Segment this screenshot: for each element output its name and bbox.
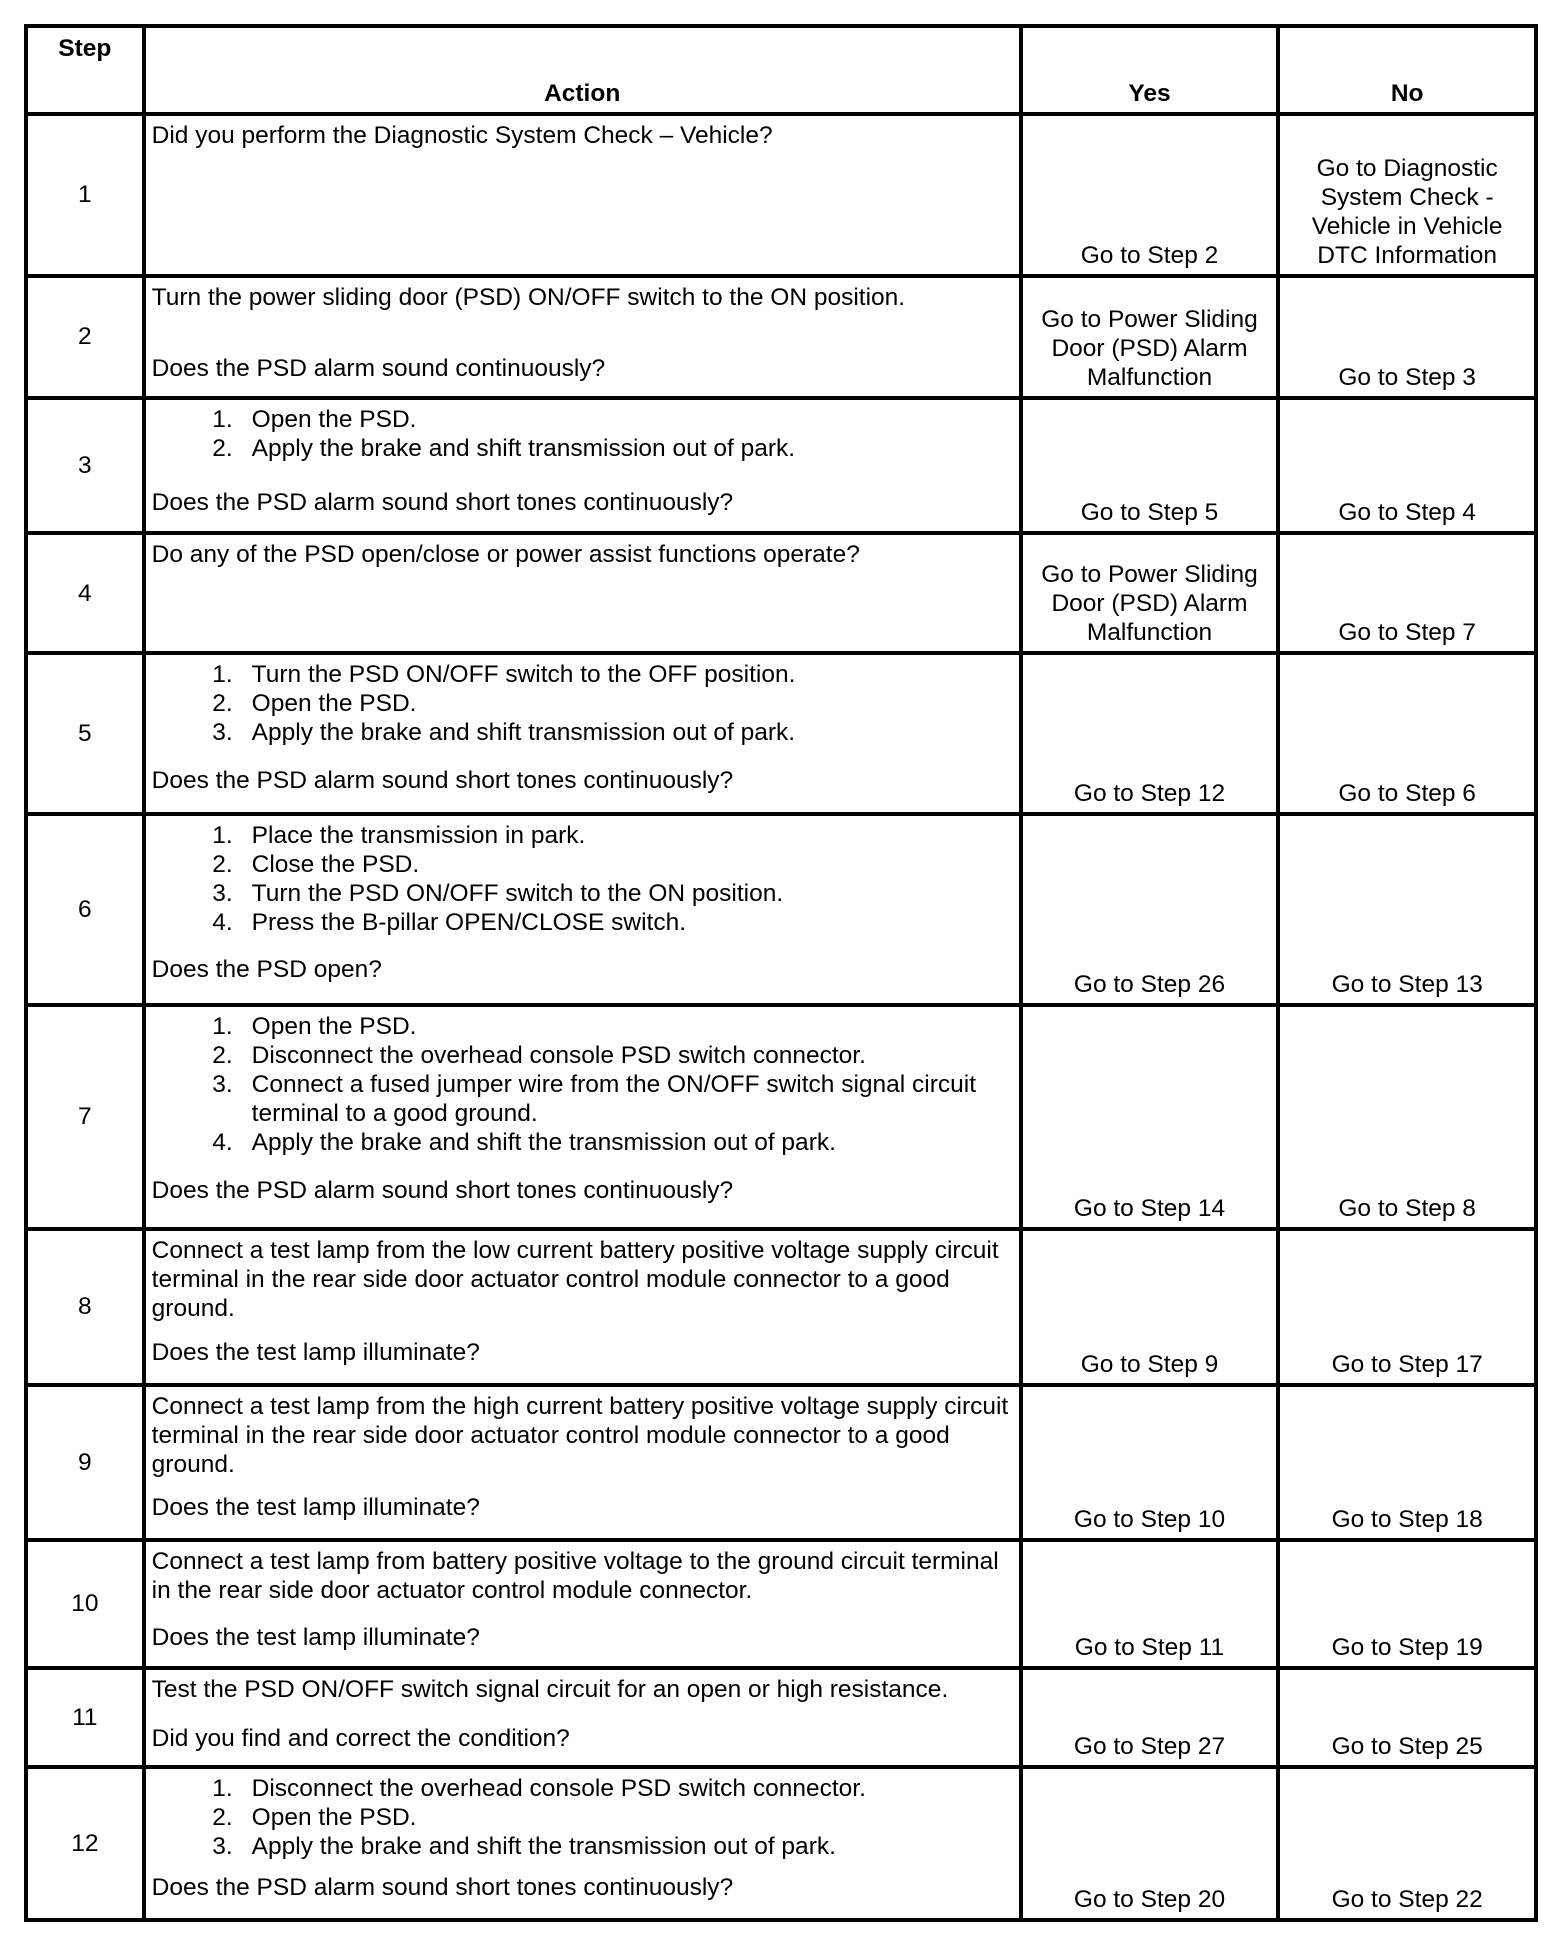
list-item-number: 3. (212, 1832, 233, 1860)
step-number: 1 (26, 114, 144, 276)
yes-result: Go to Step 11 (1021, 1540, 1279, 1668)
action-content (152, 821, 1011, 984)
action-text: Connect a test lamp from the high current battery positive voltage supply circuit terminal in the rear side door actuator control module connector to a good ground. (151, 1392, 1009, 1478)
action-cell (144, 1005, 1021, 1229)
action-content (152, 540, 1011, 638)
action-question: Does the PSD alarm sound short tones continuously? (151, 488, 734, 516)
action-question: Does the PSD open? (151, 955, 382, 983)
diagnostic-table (24, 24, 1538, 1922)
action-cell (144, 1385, 1021, 1540)
list-item-text: Turn the PSD ON/OFF switch to the OFF position. (251, 661, 796, 689)
table-row (26, 1005, 1536, 1229)
action-cell (144, 276, 1021, 398)
action-cell (144, 398, 1021, 533)
list-item (152, 821, 1011, 850)
action-instructions (152, 1392, 1011, 1479)
step-number: 9 (26, 1385, 144, 1540)
yes-result: Go to Step 26 (1021, 814, 1279, 1005)
list-item-text: Apply the brake and shift the transmission out of park. (251, 1128, 836, 1156)
list-item-number: 3. (212, 719, 233, 747)
action-text: Do any of the PSD open/close or power assist functions operate? (151, 541, 860, 569)
action-content (152, 283, 1011, 383)
list-item-number: 2. (212, 1041, 233, 1069)
list-item-number: 2. (212, 1803, 233, 1831)
action-question: Does the PSD alarm sound short tones continuously? (151, 767, 734, 795)
list-item-text: Open the PSD. (251, 1012, 417, 1040)
list-item-text: Open the PSD. (251, 690, 417, 718)
table-row (26, 398, 1536, 533)
yes-result: Go to Power Sliding Door (PSD) Alarm Malfunction (1021, 533, 1279, 653)
step-number: 2 (26, 276, 144, 398)
action-cell (144, 533, 1021, 653)
list-item-text: Open the PSD. (251, 406, 417, 434)
action-cell (144, 1540, 1021, 1668)
action-content (152, 660, 1011, 795)
action-cell (144, 814, 1021, 1005)
action-instructions (152, 1774, 1011, 1861)
action-cell (144, 1229, 1021, 1385)
yes-result: Go to Step 27 (1021, 1668, 1279, 1767)
list-item (152, 908, 1011, 937)
action-question: Does the PSD alarm sound short tones continuously? (151, 1873, 734, 1901)
list-item-number: 1. (212, 1774, 233, 1802)
action-text: Did you perform the Diagnostic System Check – Vehicle? (151, 122, 773, 149)
yes-result: Go to Step 12 (1021, 653, 1279, 813)
table-row (26, 1668, 1536, 1767)
action-question: Does the test lamp illuminate? (151, 1623, 480, 1651)
list-item-number: 1. (212, 406, 233, 434)
table-row (26, 1385, 1536, 1540)
list-item-number: 2. (212, 690, 233, 718)
action-question: Does the PSD alarm sound continuously? (151, 354, 606, 382)
list-item-text: Apply the brake and shift transmission out of park. (251, 435, 796, 463)
step-number: 4 (26, 533, 144, 653)
action-question: Did you find and correct the condition? (151, 1725, 570, 1752)
header-no: No (1278, 26, 1536, 114)
yes-result: Go to Step 2 (1021, 114, 1279, 276)
action-instructions (152, 405, 1011, 463)
list-item-text: Apply the brake and shift the transmission out of park. (251, 1832, 836, 1860)
step-number: 10 (26, 1540, 144, 1668)
action-list (152, 1012, 1011, 1157)
action-text: Turn the power sliding door (PSD) ON/OFF switch to the ON position. (151, 283, 906, 311)
action-list (152, 1774, 1011, 1861)
action-list (152, 405, 1011, 463)
list-item (152, 850, 1011, 879)
action-content (152, 1547, 1011, 1652)
no-result: Go to Step 19 (1278, 1540, 1536, 1668)
table-row (26, 114, 1536, 276)
list-item-number: 1. (212, 821, 233, 849)
no-result: Go to Step 18 (1278, 1385, 1536, 1540)
list-item-text: Close the PSD. (251, 850, 420, 878)
action-instructions (152, 121, 1011, 150)
list-item-number: 1. (212, 1012, 233, 1040)
list-item-text: Apply the brake and shift transmission out of park. (251, 719, 796, 747)
list-item-number: 2. (212, 435, 233, 463)
no-result: Go to Step 7 (1278, 533, 1536, 653)
action-content (152, 1392, 1011, 1522)
step-number: 5 (26, 653, 144, 813)
action-instructions (152, 283, 1011, 312)
step-number: 8 (26, 1229, 144, 1385)
no-result: Go to Step 4 (1278, 398, 1536, 533)
action-content (152, 405, 1011, 517)
list-item-number: 3. (212, 879, 233, 907)
no-result: Go to Step 3 (1278, 276, 1536, 398)
action-content (152, 121, 1011, 257)
header-step: Step (26, 26, 144, 114)
list-item-text: Disconnect the overhead console PSD switch connector. (251, 1041, 866, 1069)
table-row (26, 814, 1536, 1005)
list-item (152, 1128, 1011, 1157)
table-row (26, 1767, 1536, 1920)
list-item-text: Connect a fused jumper wire from the ON/OFF switch signal circuit terminal to a good ground. (251, 1070, 977, 1127)
action-instructions (152, 660, 1011, 747)
table-body (26, 114, 1536, 1920)
action-cell (144, 1668, 1021, 1767)
action-content (152, 1012, 1011, 1205)
yes-result: Go to Step 10 (1021, 1385, 1279, 1540)
no-result: Go to Step 25 (1278, 1668, 1536, 1767)
action-content (152, 1675, 1011, 1753)
list-item-text: Disconnect the overhead console PSD switch connector. (251, 1774, 866, 1802)
list-item (152, 1012, 1011, 1041)
list-item (152, 1070, 1011, 1128)
list-item (152, 1774, 1011, 1803)
action-content (152, 1774, 1011, 1902)
step-number: 7 (26, 1005, 144, 1229)
header-yes: Yes (1021, 26, 1279, 114)
action-cell (144, 114, 1021, 276)
list-item-text: Press the B-pillar OPEN/CLOSE switch. (251, 908, 686, 936)
list-item (152, 405, 1011, 434)
no-result: Go to Step 17 (1278, 1229, 1536, 1385)
yes-result: Go to Step 20 (1021, 1767, 1279, 1920)
no-result: Go to Step 13 (1278, 814, 1536, 1005)
action-instructions (152, 1547, 1011, 1605)
no-result: Go to Step 22 (1278, 1767, 1536, 1920)
action-instructions (152, 540, 1011, 569)
list-item-text: Open the PSD. (251, 1803, 417, 1831)
list-item (152, 1041, 1011, 1070)
step-number: 12 (26, 1767, 144, 1920)
list-item (152, 718, 1011, 747)
list-item (152, 660, 1011, 689)
list-item-number: 2. (212, 850, 233, 878)
table-row (26, 653, 1536, 813)
yes-result: Go to Power Sliding Door (PSD) Alarm Malfunction (1021, 276, 1279, 398)
list-item-text: Place the transmission in park. (251, 821, 586, 849)
action-question: Does the PSD alarm sound short tones continuously? (151, 1177, 734, 1205)
action-question: Does the test lamp illuminate? (151, 1493, 480, 1521)
list-item-number: 3. (212, 1070, 233, 1098)
list-item-number: 4. (212, 1128, 233, 1156)
table-row (26, 533, 1536, 653)
yes-result: Go to Step 5 (1021, 398, 1279, 533)
no-result: Go to Diagnostic System Check - Vehicle in Vehicle DTC Information (1278, 114, 1536, 276)
action-instructions (152, 821, 1011, 937)
step-number: 11 (26, 1668, 144, 1767)
no-result: Go to Step 8 (1278, 1005, 1536, 1229)
action-list (152, 660, 1011, 747)
table-row (26, 1540, 1536, 1668)
list-item (152, 879, 1011, 908)
action-instructions (152, 1236, 1011, 1323)
yes-result: Go to Step 14 (1021, 1005, 1279, 1229)
table-row (26, 1229, 1536, 1385)
action-text: Test the PSD ON/OFF switch signal circuit for an open or high resistance. (151, 1675, 949, 1703)
no-result: Go to Step 6 (1278, 653, 1536, 813)
action-question: Does the test lamp illuminate? (151, 1338, 480, 1366)
header-row (26, 26, 1536, 114)
action-text: Connect a test lamp from the low current battery positive voltage supply circuit terminal in the rear side door actuator control module connector to a good ground. (151, 1236, 999, 1322)
list-item (152, 689, 1011, 718)
action-instructions (152, 1675, 1011, 1704)
step-number: 3 (26, 398, 144, 533)
action-cell (144, 653, 1021, 813)
action-list (152, 821, 1011, 937)
action-content (152, 1236, 1011, 1367)
action-cell (144, 1767, 1021, 1920)
header-action: Action (144, 26, 1021, 114)
list-item-number: 4. (212, 908, 233, 936)
list-item (152, 1803, 1011, 1832)
list-item (152, 434, 1011, 463)
step-number: 6 (26, 814, 144, 1005)
yes-result: Go to Step 9 (1021, 1229, 1279, 1385)
list-item-text: Turn the PSD ON/OFF switch to the ON position. (251, 879, 784, 907)
table-row (26, 276, 1536, 398)
list-item (152, 1832, 1011, 1861)
action-instructions (152, 1012, 1011, 1157)
list-item-number: 1. (212, 661, 233, 689)
action-text: Connect a test lamp from battery positive voltage to the ground circuit terminal in the rear side door actuator control module connector. (151, 1547, 999, 1604)
